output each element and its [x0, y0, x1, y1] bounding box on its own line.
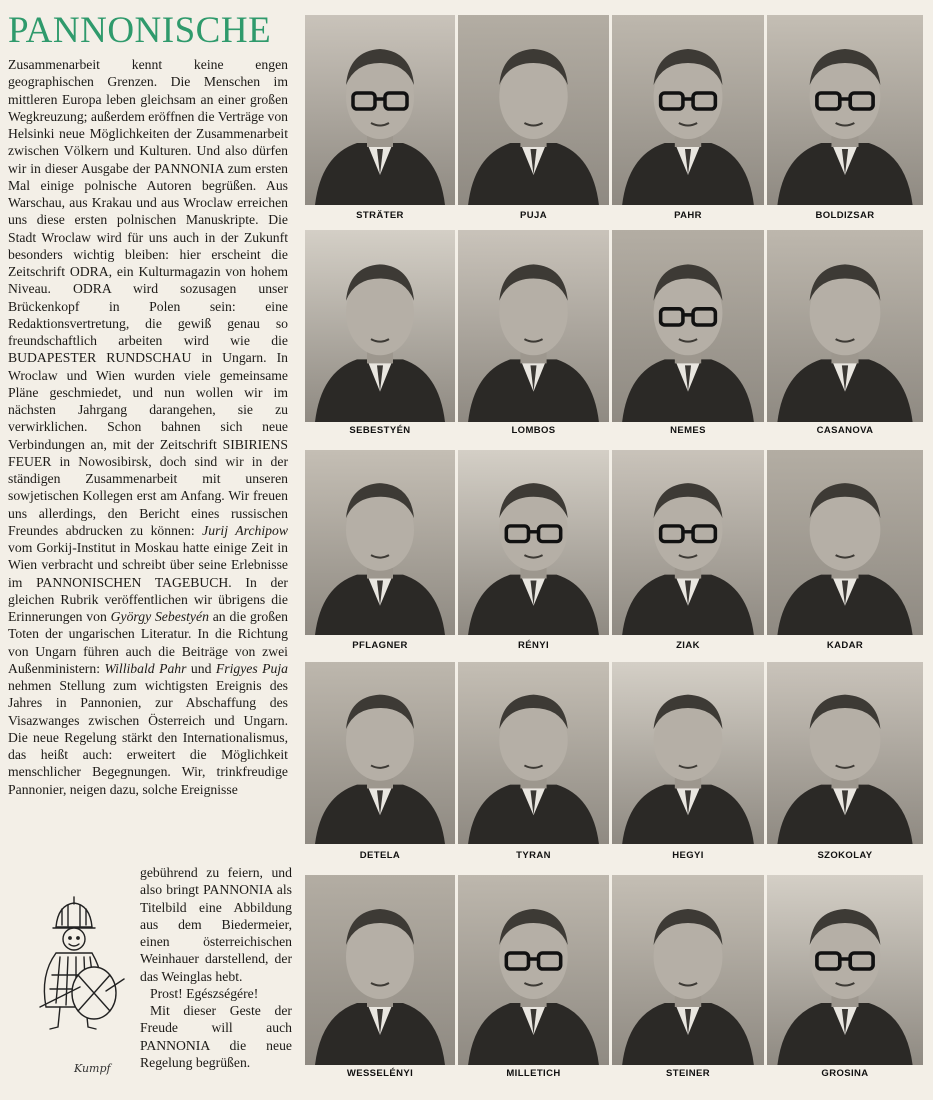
portrait-silhouette — [458, 450, 609, 635]
portrait-5 — [305, 230, 455, 439]
portrait-silhouette — [767, 230, 923, 422]
text-run: und — [186, 660, 216, 676]
text-run: nehmen Stellung zum wichtigsten Ereignis des Jahres in Pannonien, zur Abschaffung des Visazwanges zwischen Österreich und Ungarn. Die neue Regelung stärkt den Internationalismus, das heißt auch: erweitert die Möglichkeit menschlicher Begegnungen. Wir, trinkfreudige Pannonier, neigen dazu, solche Ereignisse — [8, 678, 288, 797]
portrait-silhouette — [612, 230, 764, 422]
portrait-14 — [458, 662, 609, 864]
portrait-name: DETELA — [359, 850, 401, 861]
portrait-name: PFLAGNER — [352, 640, 408, 651]
portrait-name: WESSELÉNYI — [346, 1068, 414, 1079]
portrait-photo — [305, 15, 455, 205]
tail-paragraph: gebührend zu feiern, und also bringt PANNONIA als Titelbild eine Abbildung aus dem Biedermeier, einen österreichischen Weinhauer darstellend, der das Weinglas hebt. — [140, 865, 292, 984]
toast-line: Prost! Egészségére! — [150, 985, 259, 1001]
author-name: Jurij Archipow — [202, 522, 288, 538]
portrait-20 — [767, 875, 923, 1082]
portrait-name: HEGYI — [672, 850, 704, 861]
portrait-name: ZIAK — [676, 640, 700, 651]
portrait-7 — [612, 230, 764, 439]
portrait-10 — [458, 450, 609, 654]
article-title: PANNONISCHE — [8, 10, 272, 51]
portrait-photo — [612, 875, 764, 1065]
portrait-silhouette — [612, 15, 764, 205]
portrait-silhouette — [767, 450, 923, 635]
portrait-name: CASANOVA — [816, 425, 874, 436]
portrait-name: MILLETICH — [506, 1068, 561, 1079]
portrait-photo — [305, 450, 455, 635]
portrait-name: STRÄTER — [356, 210, 404, 221]
portrait-silhouette — [458, 875, 609, 1065]
drummer-cartoon-icon — [20, 895, 130, 1035]
article-tail — [140, 864, 292, 1071]
portrait-photo — [458, 875, 609, 1065]
closing-paragraph: Mit dieser Geste der Freude will auch PANNONIA die neue Regelung begrüßen. — [140, 1003, 292, 1070]
portrait-silhouette — [305, 230, 455, 422]
portrait-silhouette — [305, 450, 455, 635]
portrait-photo — [458, 230, 609, 422]
portrait-18 — [458, 875, 609, 1082]
portrait-15 — [612, 662, 764, 864]
portrait-photo — [458, 15, 609, 205]
portrait-photo — [305, 875, 455, 1065]
portrait-name: STEINER — [666, 1068, 710, 1079]
portrait-8 — [767, 230, 923, 439]
portrait-9 — [305, 450, 455, 654]
portrait-name: PUJA — [520, 210, 547, 221]
portrait-photo — [305, 662, 455, 844]
author-name: Frigyes Puja — [215, 660, 288, 676]
portrait-silhouette — [612, 662, 764, 844]
portrait-6 — [458, 230, 609, 439]
article-body — [8, 56, 288, 798]
portrait-name: RÉNYI — [517, 640, 550, 651]
text-run: vom Gorkij-Institut in Moskau hatte einige Zeit in Wien verbracht und schreibt über seine Erlebnisse im PANNONISCHEN TAGEBUCH. In der gleichen Rubrik veröffentlichen wir übrigens die Erinnerungen von — [8, 540, 288, 624]
portrait-17 — [305, 875, 455, 1082]
portrait-photo — [612, 662, 764, 844]
text-run: an die großen Toten der ungarischen Literatur. In die Richtung von Ungarn führen auch die Beiträge von zwei Außenministern: — [8, 609, 288, 676]
portrait-4 — [767, 15, 923, 224]
article-paragraph — [8, 56, 288, 798]
portrait-photo — [612, 450, 764, 635]
portrait-photo — [305, 230, 455, 422]
portrait-silhouette — [458, 662, 609, 844]
portrait-silhouette — [305, 662, 455, 844]
portrait-silhouette — [305, 15, 455, 205]
portrait-silhouette — [612, 450, 764, 635]
portrait-photo — [458, 662, 609, 844]
portrait-name: NEMES — [670, 425, 706, 436]
portrait-silhouette — [612, 875, 764, 1065]
portrait-13 — [305, 662, 455, 864]
portrait-name: BOLDIZSAR — [815, 210, 875, 221]
portrait-name: KADAR — [826, 640, 864, 651]
portrait-photo — [767, 662, 923, 844]
text-run: Zusammenarbeit kennt keine engen geographischen Grenzen. Die Menschen im mittleren Europa leben gleichsam an einer großen Wegkreuzung; außerdem eröffnen die Verträge von Helsinki neue Möglichkeiten der Zusammenarbeit zwischen Völkern und Kulturen. Und also dürfen wir in dieser Ausgabe der PANNONIA zum ersten Mal einige polnische Autoren begrüßen. Aus Warschau, aus Krakau und aus Wroclaw erreichen uns diese ersten polnischen Manuskripte. Die Stadt Wroclaw wird für uns auch in der Zukunft besonders wichtig bleiben: hier erscheint die Zeitschrift ODRA, ein Kulturmagazin von hohem Niveau. ODRA wird sozusagen unser Brückenkopf in Polen sein: eine Redaktionsvertretung, die gewiß genau so freundschaftlich arbeiten wird wie die BUDAPESTER RUNDSCHAU in Ungarn. In Wroclaw und Wien wurden viele gemeinsame Pläne geschmiedet, und nun wollen wir im nächsten Jahrgang darangehen, sie zu verwirklichen. Schon bahnen sich neue Verbindungen an, mit der Zeitschrift SIBIRIENS FEUER in Nowosibirsk, doch sind wir in der ständigen Zusammenarbeit mit unseren sowjetischen Kollegen erst am Anfang. Wir freuen uns allerdings, den Bericht eines russischen Freundes abdrucken zu können: — [8, 57, 289, 538]
author-name: György Sebestyén — [110, 609, 209, 624]
portrait-2 — [458, 15, 609, 224]
portrait-photo — [767, 450, 923, 635]
portrait-16 — [767, 662, 923, 864]
portrait-silhouette — [458, 15, 609, 205]
portrait-3 — [612, 15, 764, 224]
portrait-name: SEBESTYÉN — [349, 425, 411, 436]
portrait-photo — [458, 450, 609, 635]
portrait-photo — [767, 230, 923, 422]
portrait-1 — [305, 15, 455, 224]
portrait-name: SZOKOLAY — [817, 850, 873, 861]
author-name: Willibald Pahr — [104, 660, 187, 676]
portrait-name: LOMBOS — [511, 425, 556, 436]
portrait-silhouette — [458, 230, 609, 422]
portrait-name: TYRAN — [516, 850, 551, 861]
portrait-name: GROSINA — [821, 1068, 869, 1079]
portrait-grid — [305, 10, 925, 1085]
cartoon-signature: Kumpf — [74, 1062, 111, 1075]
portrait-12 — [767, 450, 923, 654]
portrait-photo — [767, 15, 923, 205]
portrait-photo — [612, 15, 764, 205]
portrait-name: PAHR — [674, 210, 702, 221]
portrait-photo — [767, 875, 923, 1065]
portrait-photo — [612, 230, 764, 422]
portrait-silhouette — [767, 662, 923, 844]
portrait-19 — [612, 875, 764, 1082]
portrait-silhouette — [767, 875, 923, 1065]
portrait-silhouette — [767, 15, 923, 205]
portrait-silhouette — [305, 875, 455, 1065]
portrait-11 — [612, 450, 764, 654]
